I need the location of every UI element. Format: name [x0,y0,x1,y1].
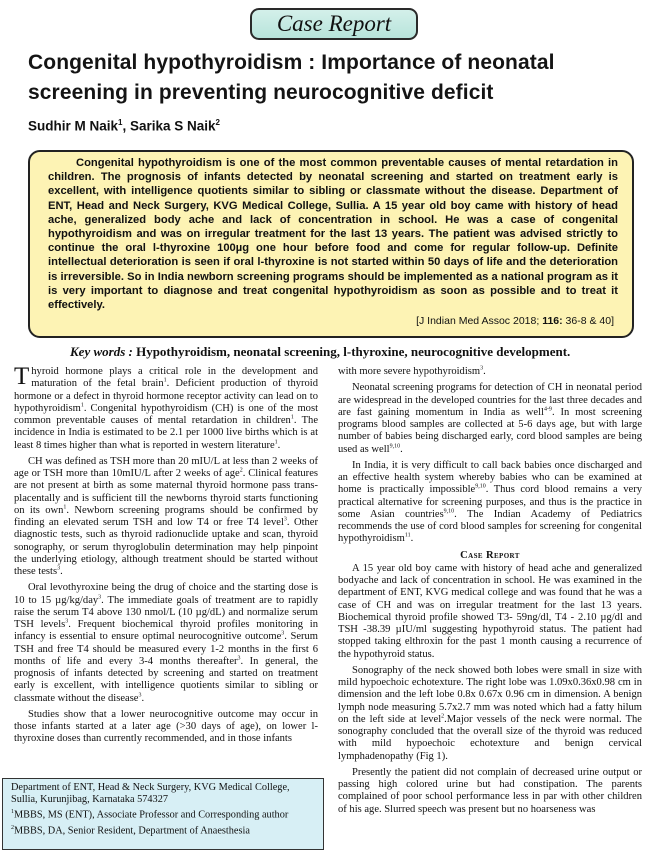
affiliation-dept: Department of ENT, Head & Neck Surgery, KVG Medical College, Sullia, Kurunjibag, Karnataka 574327 [11,782,290,806]
paragraph: Presently the patient did not complain of decreased urine output or passing high colored urine but had constipation. The parents complained of poor school performance less in par with other children of his age. Slurred speech was present but no hoarseness was [338,766,642,815]
keywords-text: Hypothyroidism, neonatal screening, l-thyroxine, neurocognitive development. [136,344,571,359]
affiliation-box [2,778,324,850]
citation-volume: 116: [542,315,563,328]
section-heading: Case Report [460,549,520,561]
paragraph: Neonatal screening programs for detection of CH in neonatal period are widespread in the developed countries for the last three decades and are fast gaining momentum in India as well$^{4-9}$. In most screening programs blood samples are collected at 5-6 days age, but with large number of babies being discharged early, cord blood samples are being used as well$^{9,10}$. [338,382,642,455]
author-name: Sarika S Naik [129,118,216,134]
author-mark: 1 [118,118,123,127]
paragraph: Studies show that a lower neurocognitive outcome may occur in those infants started at a later age (>30 days of age), on lower l-thyroxine doses than currently recommended, and in those infants [14,708,318,745]
citation-journal: [J Indian Med Assoc 2018; [416,315,540,328]
paragraph: In India, it is very difficult to call back babies once discharged and an effective health system whereby babies who can be examined at home is practically impossible$^{9,10}$. Thus cord blood remains a very practical alternative for screening purposes, and thus is the practice in some Asian countries$^{9,10}$. The Indian Academy of Pediatrics recommends the use of cord blood samples for screening for congenital hypothyroidism$^{11}$. [338,459,642,545]
keywords-label: Key words : [70,344,133,359]
paragraph: CH was defined as TSH more than 20 mIU/L at less than 2 weeks of age or TSH more than 10mIU/L after 2 weeks of age$^2$. Clinical features are not present at birth as some maternal thyroid hormone pass trans-placentally and is sufficient till the newborns thyroid starts functioning on its own$^1$. Newborn screening programs should be confirmed by finding an elevated serum TSH and low T4 or free T4 level$^3$. Other diagnostic tests, such as thyroid radionuclide uptake and scan, thyroid sonography, or serum thyroglobulin determination may help pinpoint the underlying etiology, although treatment should be started without these tests$^3$. [14,455,318,577]
abstract-box [28,150,634,338]
left-column [14,363,318,750]
section-banner: Case Report [250,8,418,40]
affiliation-author-1: $^1$MBBS, MS (ENT), Associate Professor and Corresponding author [11,809,289,821]
article-title: Congenital hypothyroidism : Importance of neonatal screening in preventing neurocognitive deficit [28,51,555,104]
abstract-text: Congenital hypothyroidism is one of the most common preventable causes of mental retardation in children. The prognosis of infants detected by neonatal screening and started on treatment early is excellent, with intelligence quotients similar to sibling or classmate without the disease. Department of ENT, Head and Neck Surgery, KVG Medical College, Sullia. A 15 year old boy came with history of head ache, generalized body ache and lack of concentration in school. He was a case of congenital hypothyroidism and was on irregular treatment for the last 13 years. The patient was advised strictly to continue the oral l-thyroxine 100µg one hour before food and come for regular follow-up. Definite intellectual deterioration is seen if oral l-thyroxine is not started within 50 days of life and the deterioration is irreversible. So in India newborn screening programs should be implemented as a national program as it is very important to diagnose and treat congenital hypothyroidism as soon as possible and to treat it effectively. [48,157,618,312]
keywords-line [70,344,570,360]
paragraph: A 15 year old boy came with history of head ache and generalized bodyache and lack of concentration in school. He was examined in the department of ENT, KVG medical college and was found that he was a case of CH and was on irregular treatment for the last 13 years. Biochemical thyroid profile showed T3- 59ng/dl, T4 - 2.10 µg/dl and TSH -38.39 µIU/ml suggesting hypothyroid status. The patient had stopped taking elthroxin for the past 1 month causing a recurrence of the hypothyroid status. [338,562,642,660]
paragraph: Thyroid hormone plays a critical role in the development and maturation of the fetal brain$^1$. Deficient production of thyroid hormone or a defect in thyroid hormone receptor activity can lead on to hypothyroidism$^1$. Congenital hypothyroidism (CH) is one of the most common preventable causes of mental retardation in children$^1$. The incidence in India is estimated to be 2.1 per 1000 live births which is at least 8 times higher than what is reported in western literature$^1$. [14,363,318,451]
paragraph: with more severe hypothyroidism$^3$. [338,365,486,377]
author-mark: 2 [215,118,220,127]
paragraph: Oral levothyroxine being the drug of choice and the starting dose is 10 to 15 µg/kg/day$^3$. The immediate goals of treatment are to rapidly raise the serum T4 above 130 nmol/L (10 µg/dL) and normalize serum TSH levels$^3$. Frequent biochemical thyroid profiles monitoring in infancy is essential to ensure optimal neurocognitive outcome$^3$. Serum TSH and free T4 should be measured every 1-2 months in the first 6 months of life and every 3-4 months thereafter$^3$. In general, the prognosis of infants detected by screening and started on treatment early is excellent, with intelligence quotients similar to sibling or classmate without the disease$^3$. [14,582,318,704]
author-name: Sudhir M Naik [28,118,119,134]
affiliation-author-2: $^2$MBBS, DA, Senior Resident, Department of Anaesthesia [11,825,250,837]
drop-cap: T [14,363,30,390]
right-column [338,366,642,820]
citation-pages: 36-8 & 40] [565,315,614,328]
author-line: Sudhir M Naik$^1$, Sarika S Naik$^2$ [28,118,220,134]
citation [48,315,618,327]
paragraph: Sonography of the neck showed both lobes were small in size with mild hypoechoic echotexture. The right lobe was 1.09x0.36x0.98 cm in dimension and the left lobe 0.8x 0.67x 0.96 cm in dimension. A benign lymph node measuring 5.7x2.7 mm was noted which had a fatty hilum on the left side at level$^2$.Major vessels of the neck were normal. The sonography concluded that the overall size of the thyroid was reduced with mild hypoechoic echotexture and benign cervical lymphadenopathy (Fig 1). [338,664,642,762]
